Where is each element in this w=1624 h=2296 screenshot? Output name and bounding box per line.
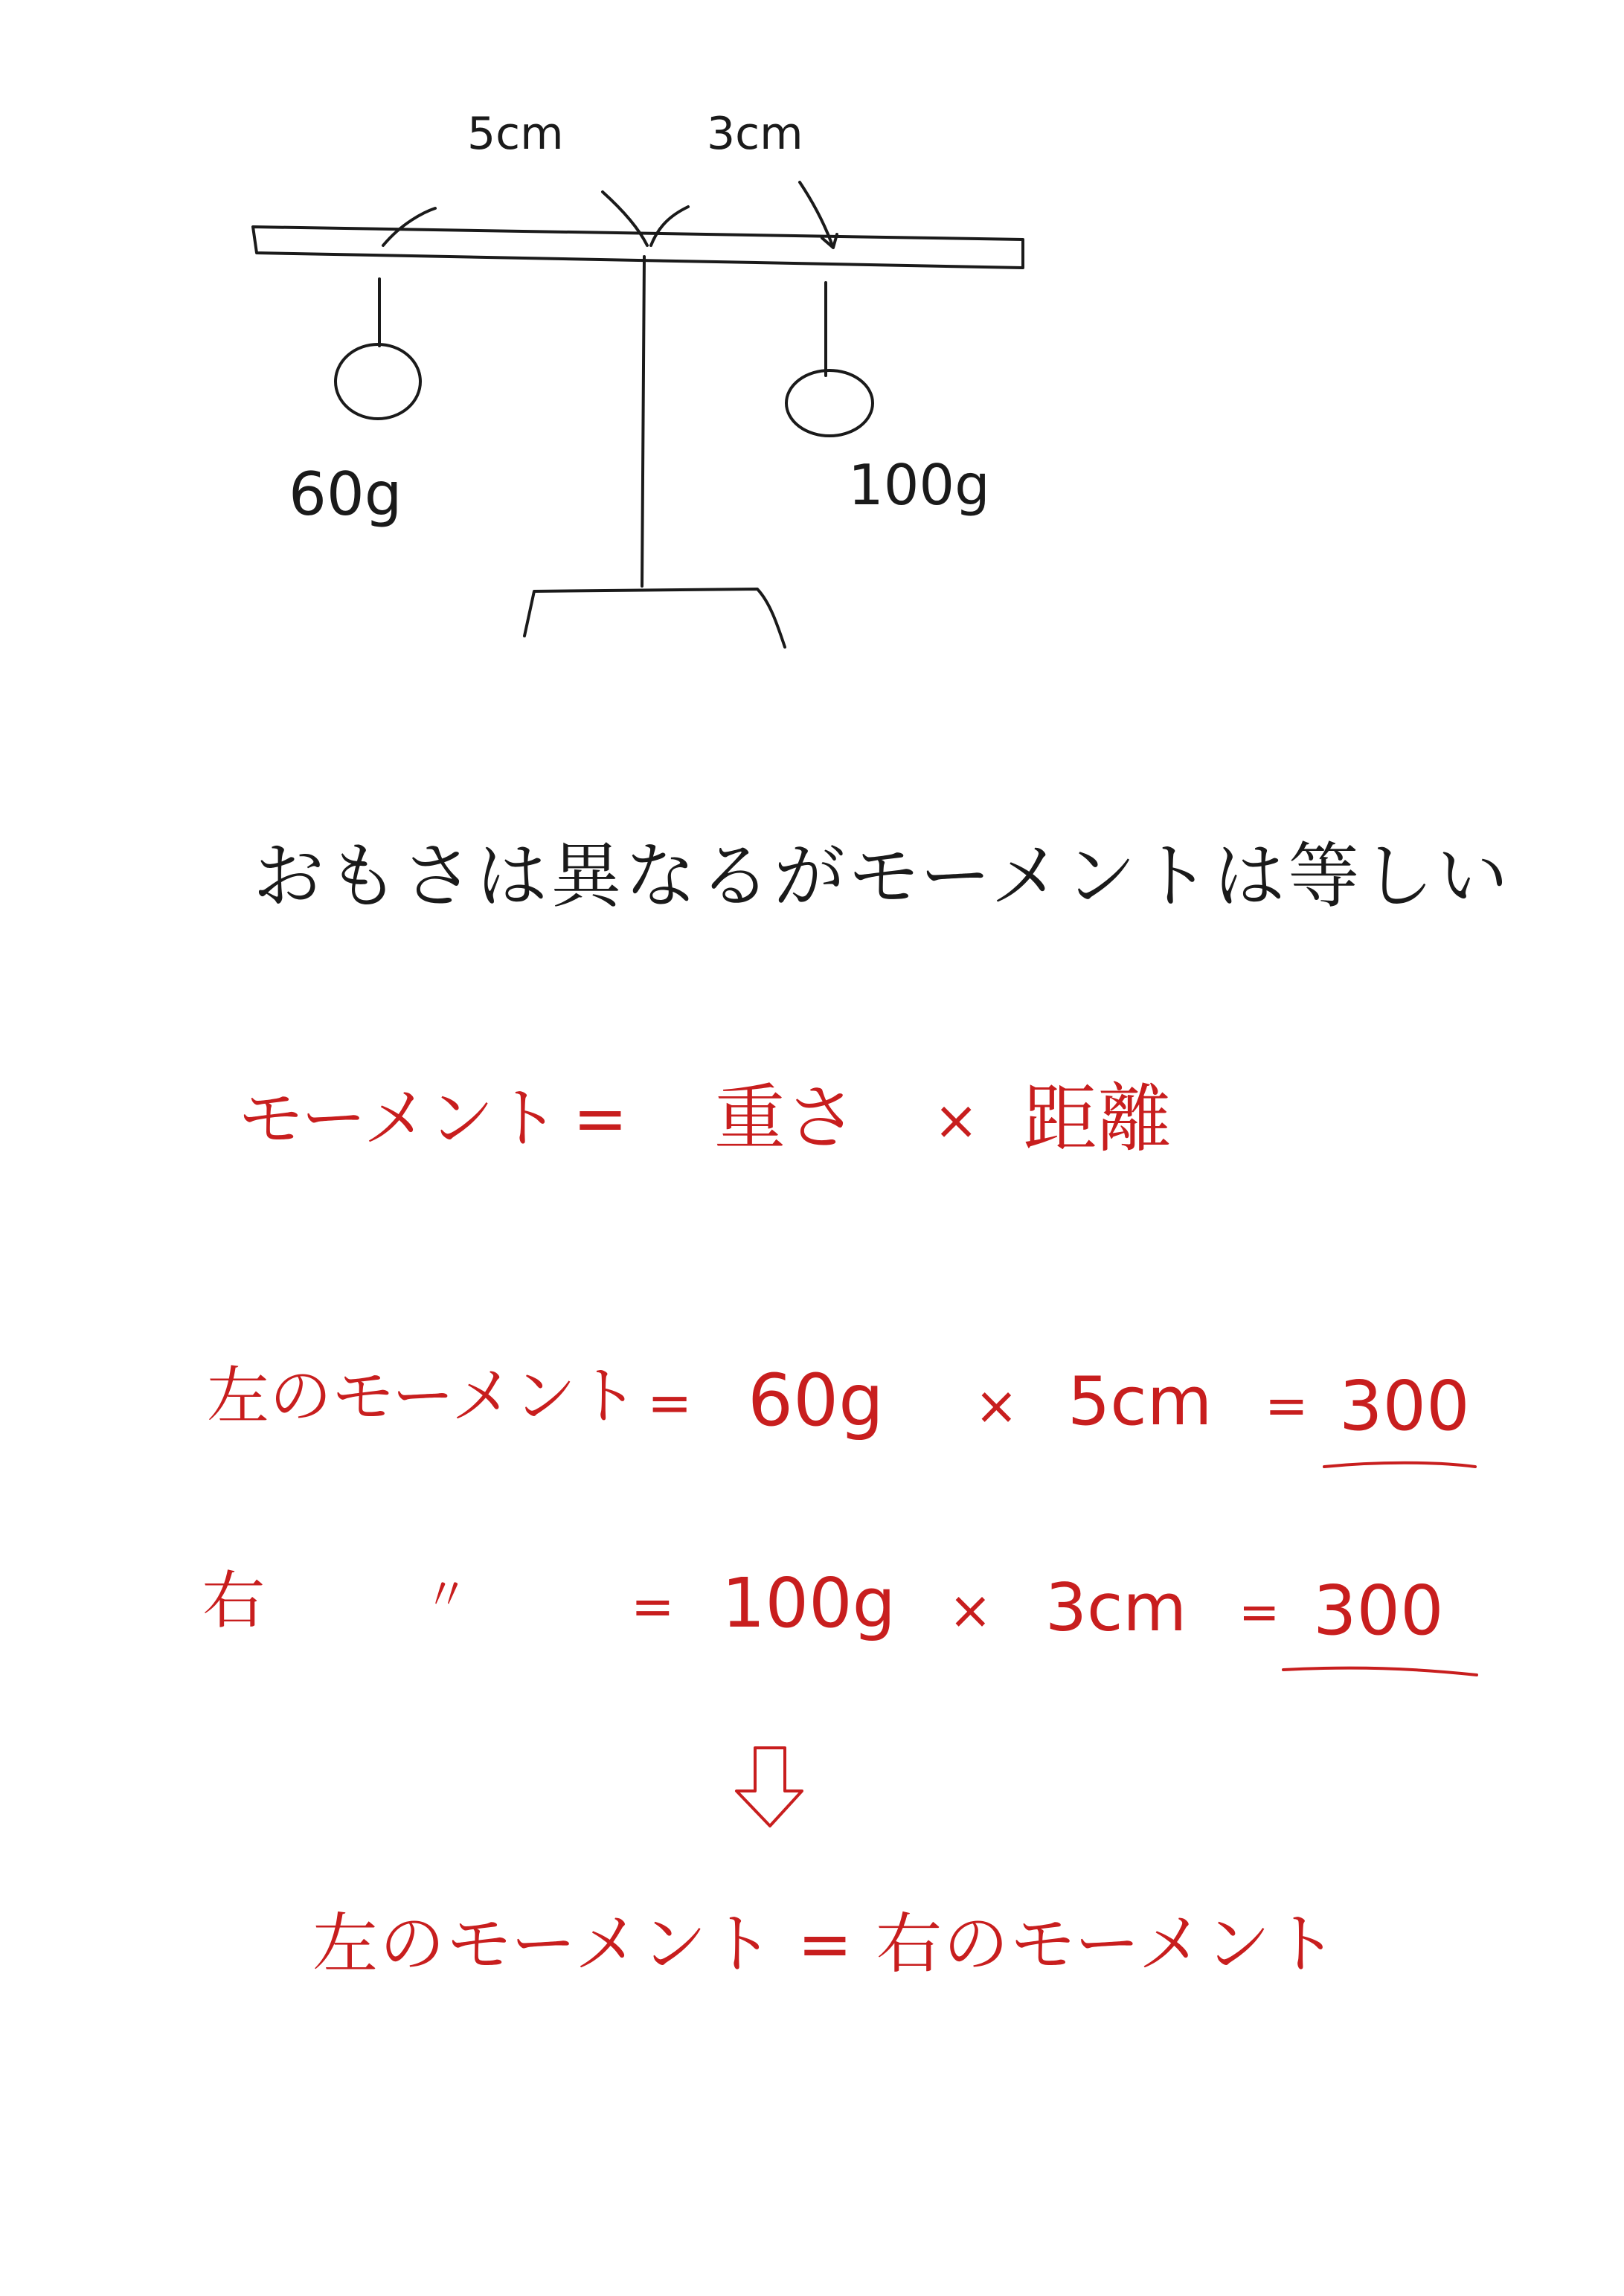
left-row-distance: 5cm: [1068, 1363, 1213, 1441]
right-row-eq2: =: [1239, 1583, 1280, 1641]
left-weight-circle: [336, 344, 420, 419]
left-row-result: 300: [1339, 1366, 1470, 1446]
right-row-distance: 3cm: [1045, 1569, 1187, 1646]
right-result-underline: [1283, 1668, 1477, 1675]
left-row-weight: 60g: [748, 1359, 885, 1442]
left-distance-label: 5cm: [467, 108, 564, 160]
left-result-underline: [1324, 1463, 1475, 1467]
left-row-eq2: =: [1265, 1375, 1309, 1436]
formula-weight: 重さ: [714, 1076, 857, 1160]
left-weight-label: 60g: [289, 460, 402, 529]
stand-base: [524, 589, 785, 647]
balance-beam: [253, 227, 1023, 268]
formula-eq: =: [573, 1080, 628, 1157]
left-row-label: 左のモーメント: [207, 1360, 639, 1432]
right-row-ditto: 〃: [424, 1569, 469, 1621]
right-distance-label: 3cm: [707, 108, 803, 160]
formula-times: ×: [934, 1089, 979, 1151]
right-row-eq1: =: [631, 1576, 675, 1637]
right-row-label: 右: [202, 1564, 266, 1637]
statement-text: おもさは異なるがモーメントは等しい: [253, 835, 1512, 918]
center-right-marker: [651, 207, 688, 245]
center-pole: [642, 257, 644, 586]
conclusion-text: 左のモーメント = 右のモーメント: [312, 1906, 1339, 1982]
down-arrow-icon: [736, 1748, 802, 1826]
formula-distance: 距離: [1023, 1075, 1172, 1163]
right-row-weight: 100g: [722, 1563, 896, 1643]
left-row-eq1: =: [647, 1372, 693, 1434]
right-distance-marker: [800, 182, 837, 248]
left-distance-marker: [383, 208, 435, 245]
left-row-times: ×: [975, 1375, 1018, 1436]
right-weight-label: 100g: [848, 452, 990, 518]
formula-lhs: モーメント: [238, 1080, 560, 1157]
right-row-result: 300: [1313, 1571, 1444, 1650]
right-row-times: ×: [949, 1580, 992, 1641]
center-left-marker: [603, 192, 647, 245]
right-weight-circle: [786, 370, 873, 436]
